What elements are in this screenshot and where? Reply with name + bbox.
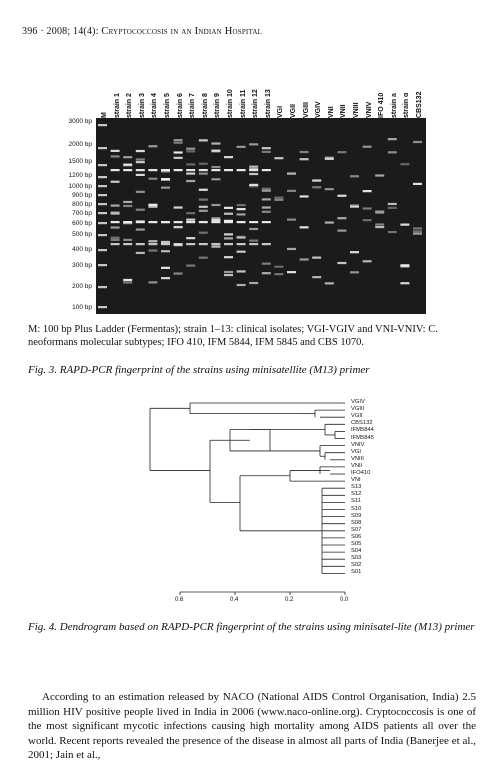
lane-label: VGI: [277, 105, 285, 118]
lane-label: strain 2: [126, 93, 134, 118]
lane-label: strain 12: [252, 89, 260, 118]
lane-label: IFO 410: [378, 92, 386, 118]
bp-marker-label: 100 bp: [72, 304, 92, 311]
figure-4-caption: Fig. 4. Dendrogram based on RAPD-PCR fingerprint of the strains using minisatel-lite (M13) primer: [28, 621, 475, 633]
lane-label: VGIV: [315, 101, 323, 118]
lane-label: VNIII: [353, 102, 360, 118]
figure-3-caption: Fig. 3. RAPD-PCR fingerprint of the strains using minisatellite (M13) primer: [28, 364, 370, 376]
lane-label: VNII: [340, 104, 348, 118]
bp-marker-label: 600 bp: [72, 220, 92, 227]
dendrogram-leaf-label: IFM5844: [351, 427, 374, 434]
dendrogram-leaf-label: S11: [351, 498, 361, 505]
dendrogram-leaf-label: CBS132: [351, 420, 373, 427]
bp-marker-label: 400 bp: [72, 246, 92, 253]
dendrogram-leaf-label: VGII: [351, 413, 363, 420]
running-title: Cryptococcosis in an Indian Hospital: [101, 26, 263, 37]
dendrogram-leaf-label: S05: [351, 541, 362, 547]
lane-label: CBS132: [416, 91, 423, 118]
lane-label: strain 1: [113, 93, 121, 118]
lane-label: strain 7: [189, 93, 197, 118]
dendrogram-axis-tick: 0.2: [285, 597, 294, 603]
lane-label: strain 13: [264, 89, 272, 118]
lane-label: VGII: [290, 103, 297, 118]
lane-label: strain 8: [201, 93, 209, 118]
lane-label: strain a: [390, 93, 398, 118]
dendrogram-leaf-label: S06: [351, 533, 362, 540]
bp-marker-label: 900 bp: [72, 192, 92, 199]
bp-marker-label: 200 bp: [72, 283, 92, 290]
lane-label: strain 9: [214, 93, 222, 118]
bp-marker-label: 700 bp: [72, 210, 92, 217]
dendrogram-leaf-label: S12: [351, 491, 362, 498]
lane-label: VNIV: [365, 101, 373, 118]
bp-marker-label: 2000 bp: [68, 141, 92, 148]
lane-label: strain α: [403, 92, 411, 118]
dendrogram-axis-tick: 0.4: [230, 597, 239, 603]
bp-marker-label: 1200 bp: [68, 172, 92, 179]
bp-marker-label: 3000 bp: [68, 118, 92, 125]
dendrogram-leaf-label: VNIII: [351, 455, 364, 462]
lane-label: strain 4: [151, 93, 159, 118]
bp-marker-label: 800 bp: [72, 201, 92, 208]
bp-marker-label: 1500 bp: [68, 158, 92, 165]
bp-marker-label: 500 bp: [72, 231, 92, 238]
body-paragraph-text: According to an estimation released by NACO (National AIDS Control Organisation, India) 2.5 million HIV positive people lived in India in 2006 (www.naco-online.org). Cryptococcosis is one of the most significant mycotic infections causing high mortality among AIDS patients all over the world. Recent reports revealed the presence of the disease in almost all parts of India (Banerjee et al., 2001; Jain et al.,: [28, 691, 476, 761]
gel-legend: M: 100 bp Plus Ladder (Fermentas); strain 1–13: clinical isolates; VGI-VGIV and VNI-VNIV: C. neoformans molecular subtypes; IFO 410, IFM 5844, IFM 5845 and CBS 1070.: [28, 324, 438, 348]
dendrogram-axis-tick: 0.0: [340, 597, 349, 603]
journal-citation: · 2008; 14(4):: [40, 26, 99, 37]
bp-marker-label: 300 bp: [72, 262, 92, 269]
dendrogram-leaf-label: S10: [351, 505, 362, 512]
dendrogram-leaf-label: S13: [351, 484, 362, 491]
lane-label: VNI: [327, 106, 335, 118]
dendrogram-leaf-label: IFO410: [351, 470, 371, 476]
dendrogram-leaf-label: S09: [351, 512, 362, 519]
dendrogram-leaf-label: S01: [351, 569, 362, 576]
dendrogram-leaf-label: VGIV: [351, 399, 365, 405]
dendrogram-leaf-label: S07: [351, 526, 362, 533]
page-number: 396: [22, 26, 38, 37]
lane-label: M: [101, 112, 108, 118]
lane-label: VGIII: [302, 102, 310, 118]
lane-label: strain 5: [164, 93, 171, 118]
dendrogram-leaf-label: S08: [351, 519, 362, 526]
dendrogram-leaf-label: VGI: [351, 448, 361, 455]
lane-label: strain 11: [239, 89, 247, 118]
dendrogram-leaf-label: S02: [351, 562, 362, 569]
lane-label: strain 3: [138, 93, 146, 118]
dendrogram-leaf-label: IFM5845: [351, 434, 374, 441]
dendrogram-leaf-label: VNIV: [351, 441, 365, 448]
dendrogram-leaf-label: VNII: [351, 462, 363, 469]
lane-label: strain 10: [227, 89, 234, 118]
dendrogram-leaf-label: VGIII: [351, 406, 365, 413]
dendrogram-leaf-label: S03: [351, 555, 362, 562]
dendrogram-axis-tick: 0.6: [175, 597, 184, 603]
dendrogram-leaf-label: S04: [351, 548, 362, 555]
body-paragraph: [28, 690, 476, 763]
dendrogram-leaf-label: VNI: [351, 477, 361, 484]
bp-marker-label: 1000 bp: [68, 183, 92, 190]
lane-label: strain 6: [176, 93, 184, 118]
